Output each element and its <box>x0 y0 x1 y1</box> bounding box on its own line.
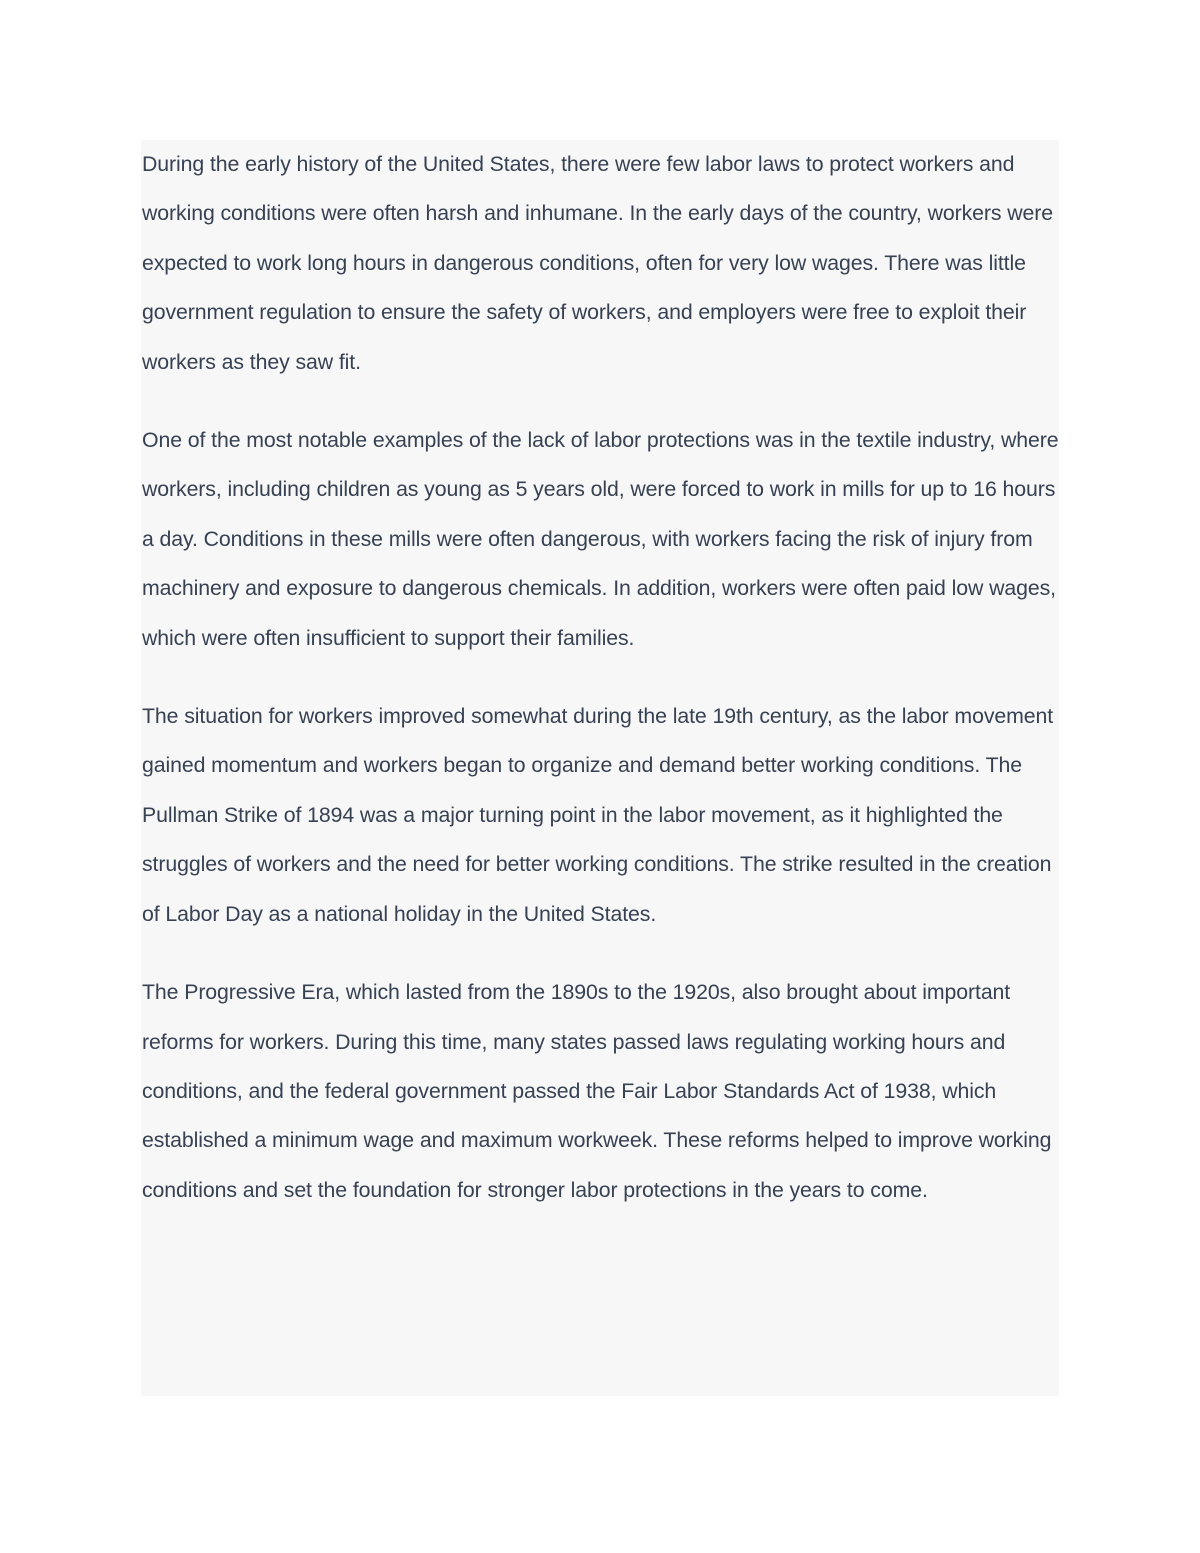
text-block <box>141 140 1059 1396</box>
paragraph-early-history: During the early history of the United States, there were few labor laws to protect workers and working conditions were often harsh and inhumane. In the early days of the country, workers were expected to work long hours in dangerous conditions, often for very low wages. There was little government regulation to ensure the safety of workers, and employers were free to exploit their workers as they saw fit. <box>142 152 1053 374</box>
paragraph-progressive-era: The Progressive Era, which lasted from the 1890s to the 1920s, also brought about important reforms for workers. During this time, many states passed laws regulating working hours and conditions, and the federal government passed the Fair Labor Standards Act of 1938, which established a minimum wage and maximum workweek. These reforms helped to improve working conditions and set the foundation for stronger labor protections in the years to come. <box>142 980 1052 1202</box>
paragraph-labor-movement: The situation for workers improved somewhat during the late 19th century, as the labor movement gained momentum and workers began to organize and demand better working conditions. The Pullman Strike of 1894 was a major turning point in the labor movement, as it highlighted the struggles of workers and the need for better working conditions. The strike resulted in the creation of Labor Day as a national holiday in the United States. <box>142 704 1054 926</box>
paragraph-textile-industry: One of the most notable examples of the lack of labor protections was in the textile industry, where workers, including children as young as 5 years old, were forced to work in mills for up to 16 hours a day. Conditions in these mills were often dangerous, with workers facing the risk of injury from machinery and exposure to dangerous chemicals. In addition, workers were often paid low wages, which were often insufficient to support their families. <box>142 428 1059 650</box>
